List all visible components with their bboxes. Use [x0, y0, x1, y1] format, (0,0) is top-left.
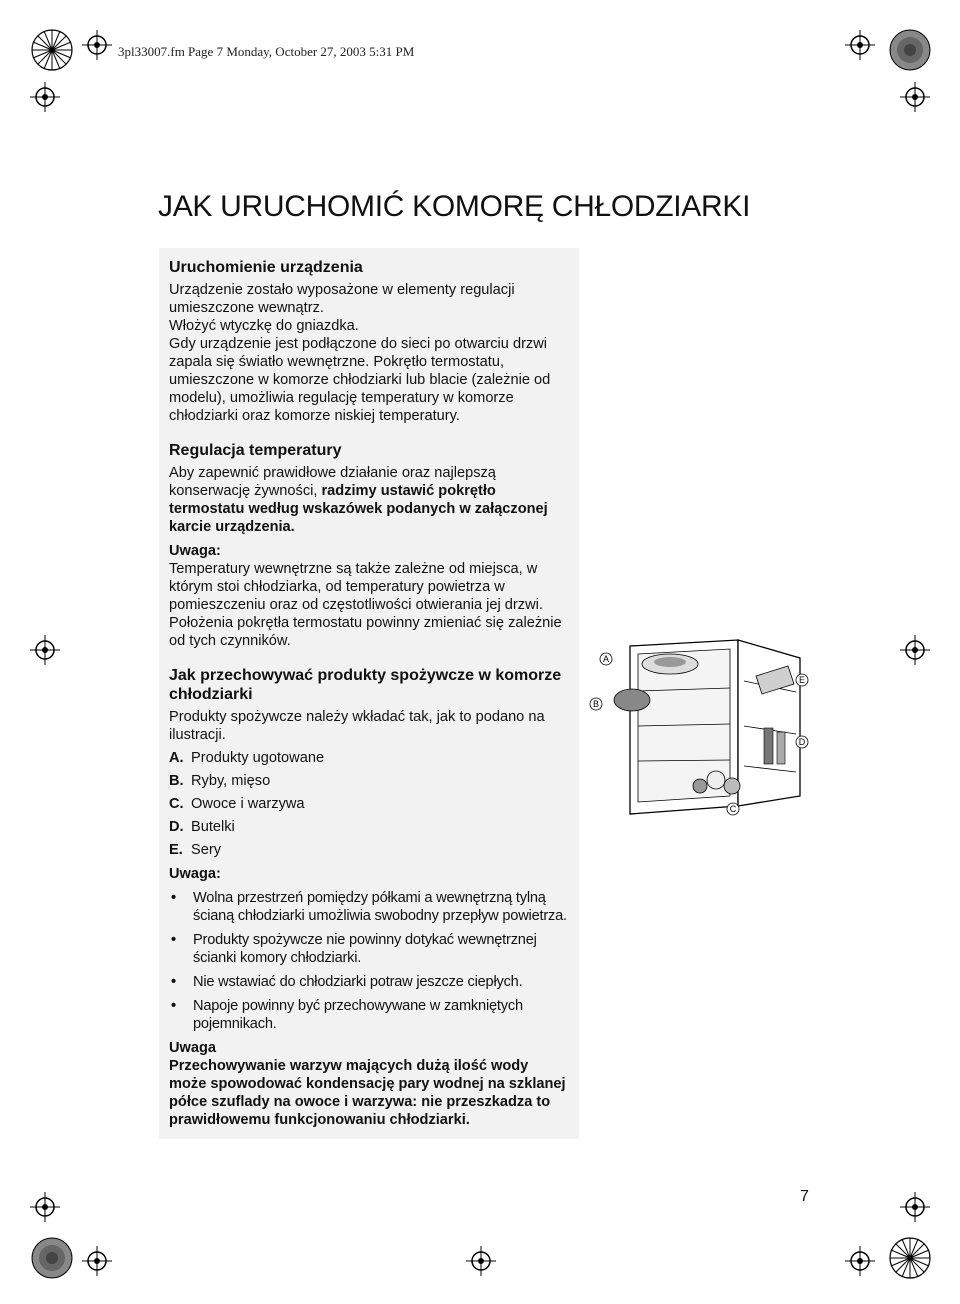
- bullet-item: • Wolna przestrzeń pomiędzy półkami a wewnętrzną tylną ścianą chłodziarki umożliwia swobodny przepływ powietrza.: [171, 890, 567, 924]
- registration-gray-disc-icon: [30, 1236, 74, 1280]
- bullet-item: • Produkty spożywcze nie powinny dotykać wewnętrznej ścianki komory chłodziarki.: [171, 932, 537, 966]
- list-letter: E.: [169, 842, 183, 858]
- illustration-label-b: B: [592, 699, 600, 709]
- fridge-illustration: [588, 636, 820, 822]
- paragraph-text: Aby zapewnić prawidłowe działanie oraz najlepszą konserwację żywności,: [169, 465, 496, 499]
- page-title: JAK URUCHOMIĆ KOMORĘ CHŁODZIARKI: [158, 190, 751, 223]
- crosshair-icon: [30, 82, 60, 112]
- illustration-label-d: D: [798, 737, 806, 747]
- list-item: [169, 795, 569, 813]
- bullet-icon: •: [171, 890, 176, 906]
- crosshair-icon: [466, 1246, 496, 1276]
- list-item: [169, 772, 569, 790]
- illustration-label-a: A: [602, 654, 610, 664]
- paragraph: Produkty spożywcze należy wkładać tak, jak to podano na ilustracji.: [169, 709, 545, 743]
- list-item: [169, 818, 569, 836]
- crosshair-icon: [900, 82, 930, 112]
- list-letter: A.: [169, 750, 184, 766]
- bullet-list: [169, 889, 569, 1033]
- bullet-item: • Nie wstawiać do chłodziarki potraw jeszcze ciepłych.: [171, 974, 523, 990]
- crosshair-icon: [900, 635, 930, 665]
- paragraph-emphasis: radzimy ustawić pokrętło termostatu według wskazówek podanych w załączonej karcie urządzenia.: [169, 483, 548, 535]
- warning-text: Przechowywanie warzyw mających dużą ilość wody może spowodować kondensację pary wodnej na szklanej półce szuflady na owoce i warzywa: nie przeszkadza to prawidłowemu funkcjonowaniu chłodziarki.: [169, 1058, 566, 1128]
- content-panel: [159, 248, 579, 1139]
- paragraph: [169, 464, 569, 536]
- crosshair-icon: [30, 635, 60, 665]
- bullet-icon: •: [171, 998, 176, 1014]
- bullet-icon: •: [171, 974, 176, 990]
- note-label: Uwaga:: [169, 543, 221, 559]
- paragraph: Urządzenie zostało wyposażone w elementy regulacji umieszczone wewnątrz.: [169, 282, 515, 316]
- crosshair-icon: [845, 30, 875, 60]
- registration-starburst-icon: [30, 28, 74, 72]
- illustration-label-c: C: [729, 804, 737, 814]
- paragraph: Włożyć wtyczkę do gniazdka.: [169, 318, 359, 334]
- list-text: Sery: [191, 842, 222, 858]
- illustration-label-e: E: [798, 675, 806, 685]
- bullet-icon: •: [171, 932, 176, 948]
- crosshair-icon: [845, 1246, 875, 1276]
- list-text: Ryby, mięso: [191, 773, 271, 789]
- note-label: Uwaga:: [169, 866, 221, 882]
- print-header: 3pl33007.fm Page 7 Monday, October 27, 2003 5:31 PM: [118, 44, 415, 59]
- crosshair-icon: [900, 1192, 930, 1222]
- list-letter: C.: [169, 796, 184, 812]
- registration-starburst-icon: [888, 1236, 932, 1280]
- crosshair-icon: [82, 30, 112, 60]
- warning-label: Uwaga: [169, 1040, 217, 1056]
- registration-gray-disc-icon: [888, 28, 932, 72]
- page-number: 7: [800, 1188, 809, 1205]
- list-letter: D.: [169, 819, 184, 835]
- list-item: [169, 749, 569, 767]
- crosshair-icon: [82, 1246, 112, 1276]
- list-text: Owoce i warzywa: [191, 796, 305, 812]
- section-heading-storage: Jak przechowywać produkty spożywcze w komorze chłodziarki: [169, 667, 562, 703]
- list-letter: B.: [169, 773, 184, 789]
- list-text: Butelki: [191, 819, 235, 835]
- section-heading-startup: Uruchomienie urządzenia: [169, 259, 363, 276]
- section-heading-temperature: Regulacja temperatury: [169, 442, 342, 459]
- bullet-item: • Napoje powinny być przechowywane w zamkniętych pojemnikach.: [171, 998, 523, 1032]
- paragraph: Gdy urządzenie jest podłączone do sieci po otwarciu drzwi zapala się światło wewnętrzne. Pokrętło termostatu, umieszczone w komorze chłodziarki lub blacie (zależnie od modelu), umożliwia regulację temperatury w komorze chłodziarki oraz komorze niskiej temperatury.: [169, 336, 551, 424]
- crosshair-icon: [30, 1192, 60, 1222]
- note-text: Temperatury wewnętrzne są także zależne od miejsca, w którym stoi chłodziarka, od temperatury powietrza w pomieszczeniu oraz od częstotliwości otwierania jej drzwi. Położenia pokrętła termostatu powinny zmieniać się zależnie od tych czynników.: [169, 561, 562, 649]
- list-text: Produkty ugotowane: [191, 750, 325, 766]
- list-item: [169, 841, 569, 859]
